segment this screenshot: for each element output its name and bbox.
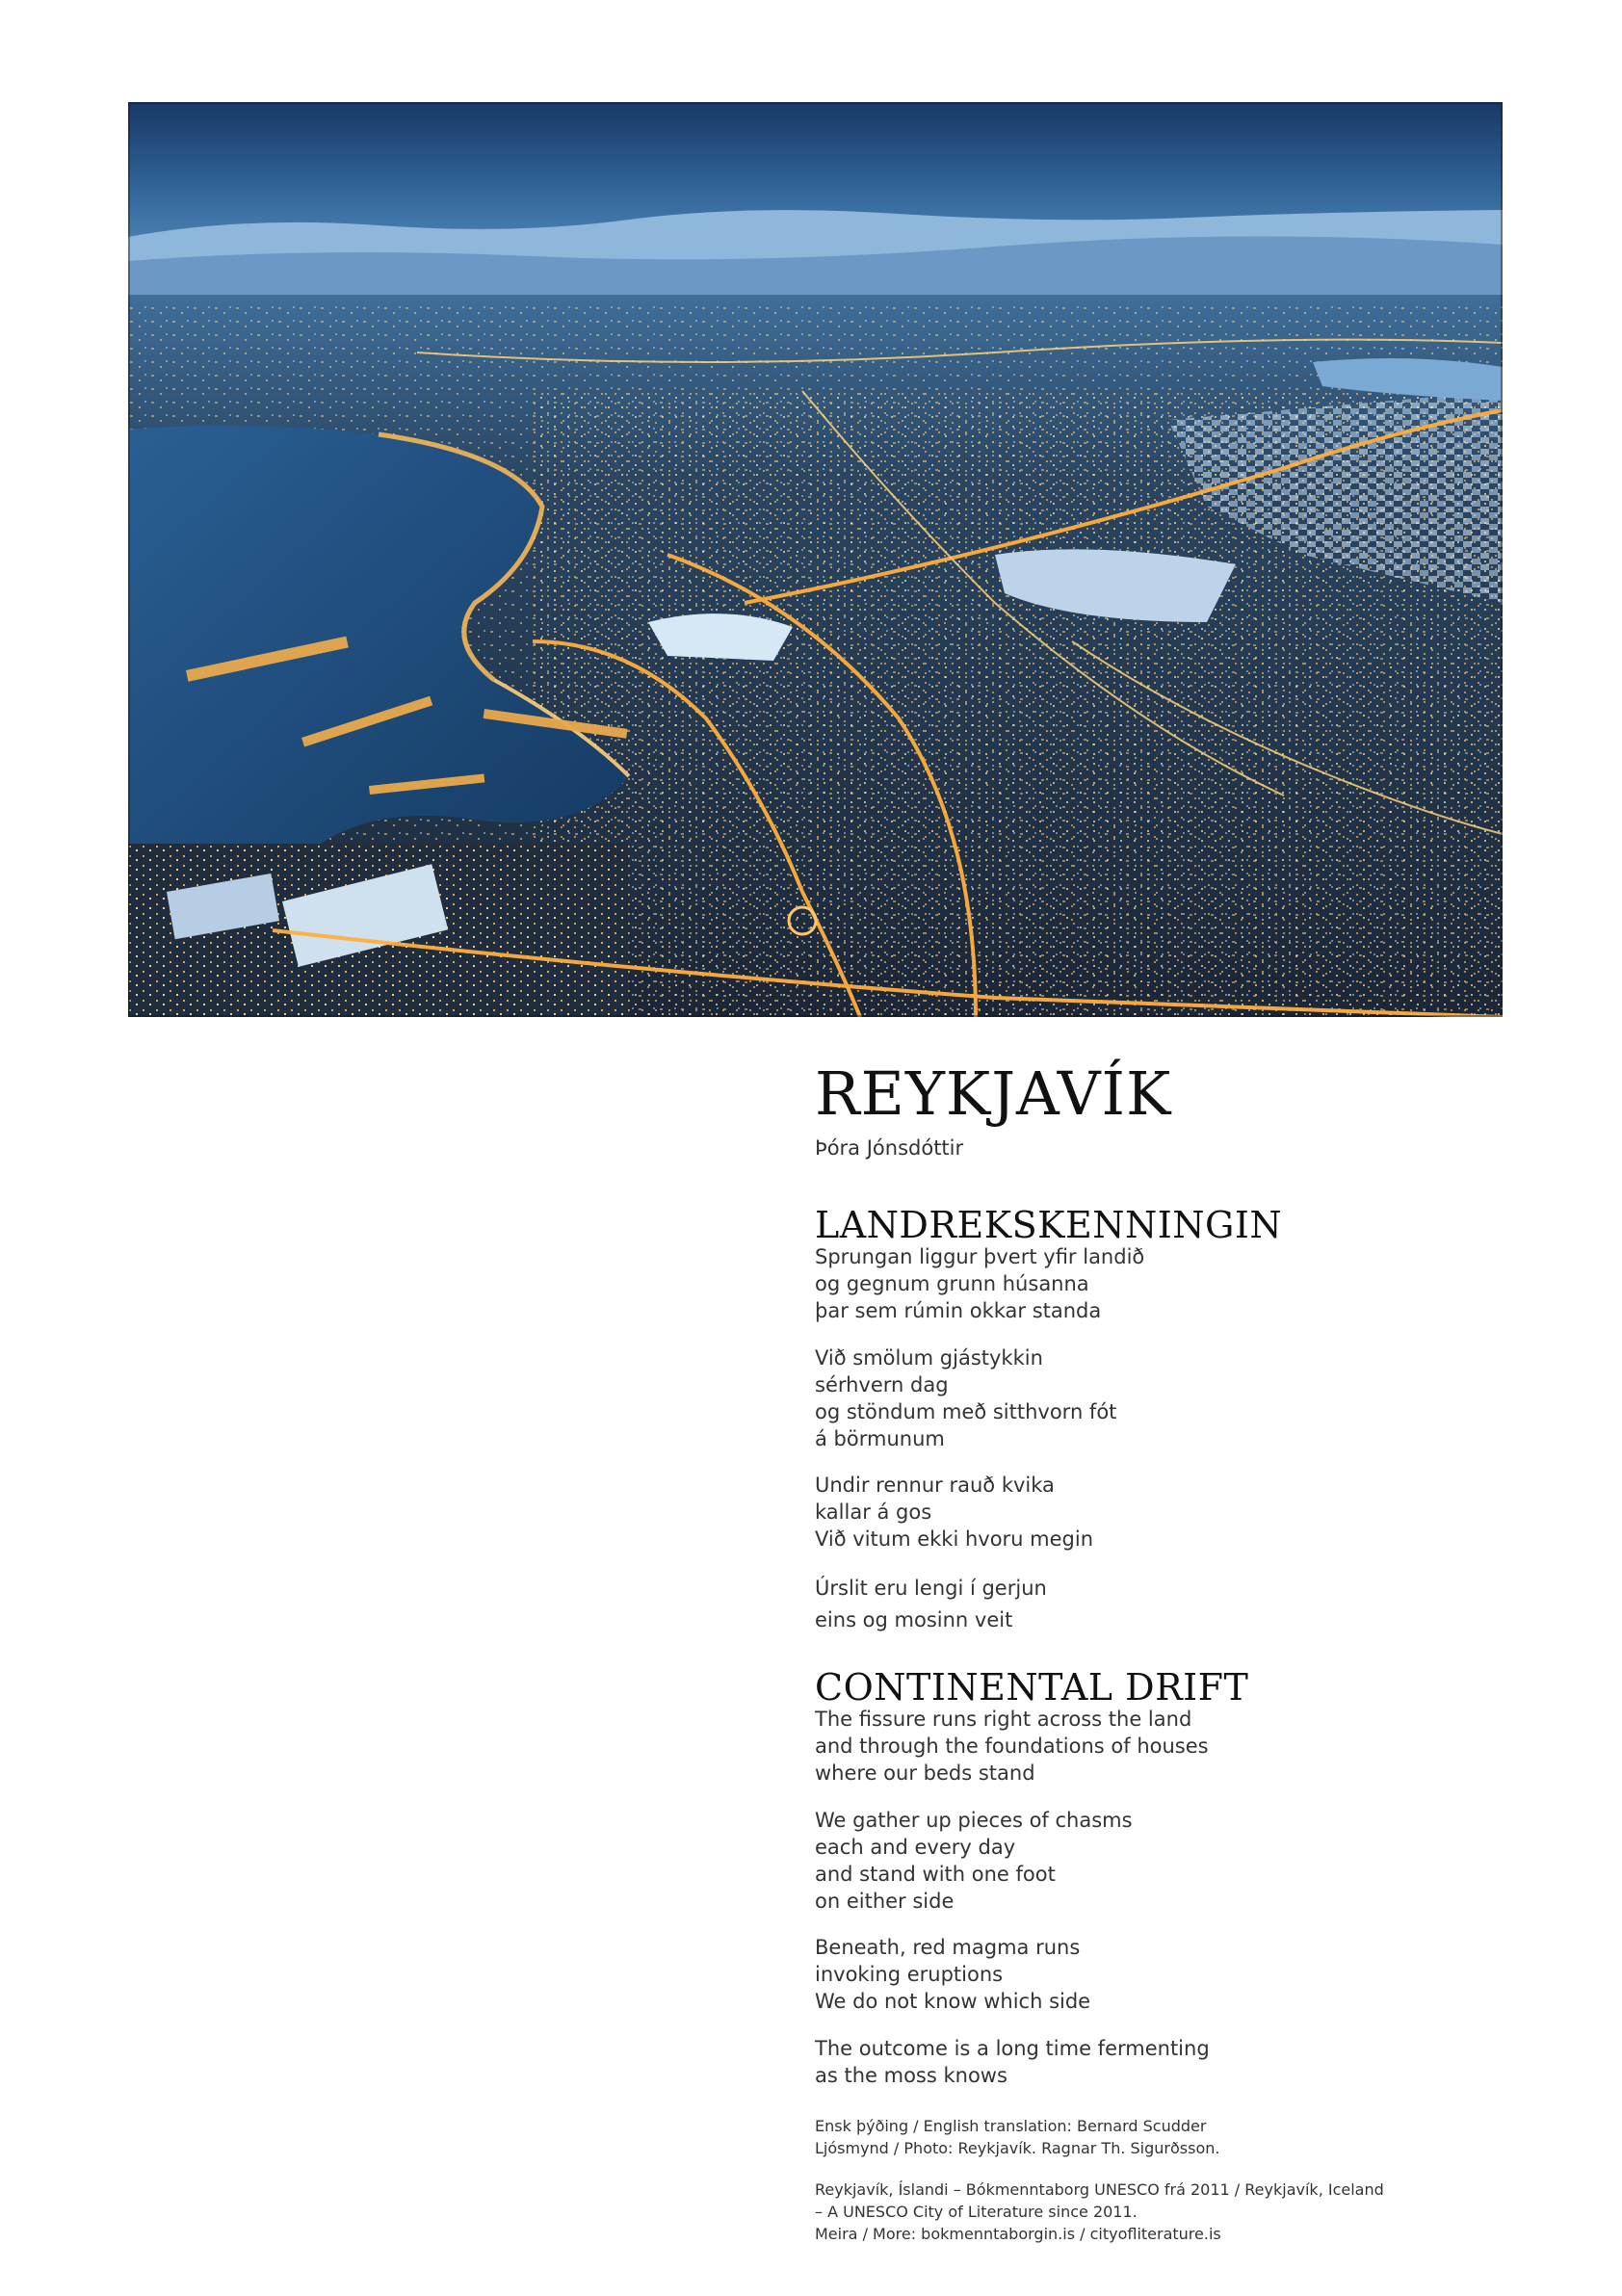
poem-line: invoking eruptions (815, 1963, 1004, 1986)
stanza-en-2 (815, 1807, 1489, 1915)
author-name: Þóra Jónsdóttir (815, 1136, 964, 1160)
poem-line: as the moss knows (815, 2064, 1007, 2087)
poem-line: eins og mosinn veit (815, 1608, 1013, 1631)
stanza-en-4 (815, 2035, 1489, 2089)
poem-line: on either side (815, 1890, 955, 1913)
poem-line: og gegnum grunn húsanna (815, 1272, 1089, 1295)
poem-title-icelandic: LANDREKSKENNINGIN (815, 1204, 1283, 1246)
stanza-is-4 (815, 1573, 1489, 1636)
translation-credit: Ensk þýðing / English translation: Bernard Scudder (815, 2117, 1207, 2135)
poem-line: Undir rennur rauð kvika (815, 1474, 1055, 1497)
poem-line: each and every day (815, 1836, 1016, 1859)
poem-line: The outcome is a long time fermenting (815, 2037, 1210, 2060)
poem-line: Við vitum ekki hvoru megin (815, 1527, 1094, 1551)
poem-line: kallar á gos (815, 1500, 932, 1524)
poem-title-english: CONTINENTAL DRIFT (815, 1666, 1249, 1709)
poem-line: Beneath, red magma runs (815, 1936, 1081, 1959)
poem-line: og stöndum með sitthvorn fót (815, 1400, 1117, 1423)
page-title: REYKJAVÍK (815, 1058, 1172, 1129)
unesco-note (815, 2179, 1489, 2245)
poem-line: We gather up pieces of chasms (815, 1809, 1133, 1832)
poem-line: and stand with one foot (815, 1863, 1056, 1886)
poem-line: sérhvern dag (815, 1373, 949, 1396)
stanza-is-2 (815, 1344, 1489, 1452)
unesco-line: – A UNESCO City of Literature since 2011. (815, 2203, 1138, 2221)
poem-line: Úrslit eru lengi í gerjun (815, 1577, 1047, 1600)
poem-line: Sprungan liggur þvert yfir landið (815, 1245, 1145, 1268)
poem-line: þar sem rúmin okkar standa (815, 1299, 1102, 1322)
city-aerial-illustration (128, 102, 1503, 1017)
poem-line: and through the foundations of houses (815, 1735, 1209, 1758)
credits (815, 2115, 1489, 2159)
more-info-links: Meira / More: bokmenntaborgin.is / cityofliterature.is (815, 2225, 1221, 2243)
poem-line: Við smölum gjástykkin (815, 1346, 1043, 1370)
stanza-is-1 (815, 1243, 1489, 1324)
cover-photo (128, 102, 1503, 1017)
stanza-is-3 (815, 1472, 1489, 1552)
stanza-en-1 (815, 1706, 1489, 1787)
unesco-line: Reykjavík, Íslandi – Bókmenntaborg UNESCO frá 2011 / Reykjavík, Iceland (815, 2180, 1384, 2199)
photo-credit: Ljósmynd / Photo: Reykjavík. Ragnar Th. Sigurðsson. (815, 2139, 1220, 2157)
stanza-en-3 (815, 1934, 1489, 2015)
poem-line: We do not know which side (815, 1990, 1091, 2013)
poem-line: where our beds stand (815, 1761, 1035, 1785)
poem-line: á börmunum (815, 1427, 945, 1450)
poem-line: The fissure runs right across the land (815, 1708, 1192, 1731)
